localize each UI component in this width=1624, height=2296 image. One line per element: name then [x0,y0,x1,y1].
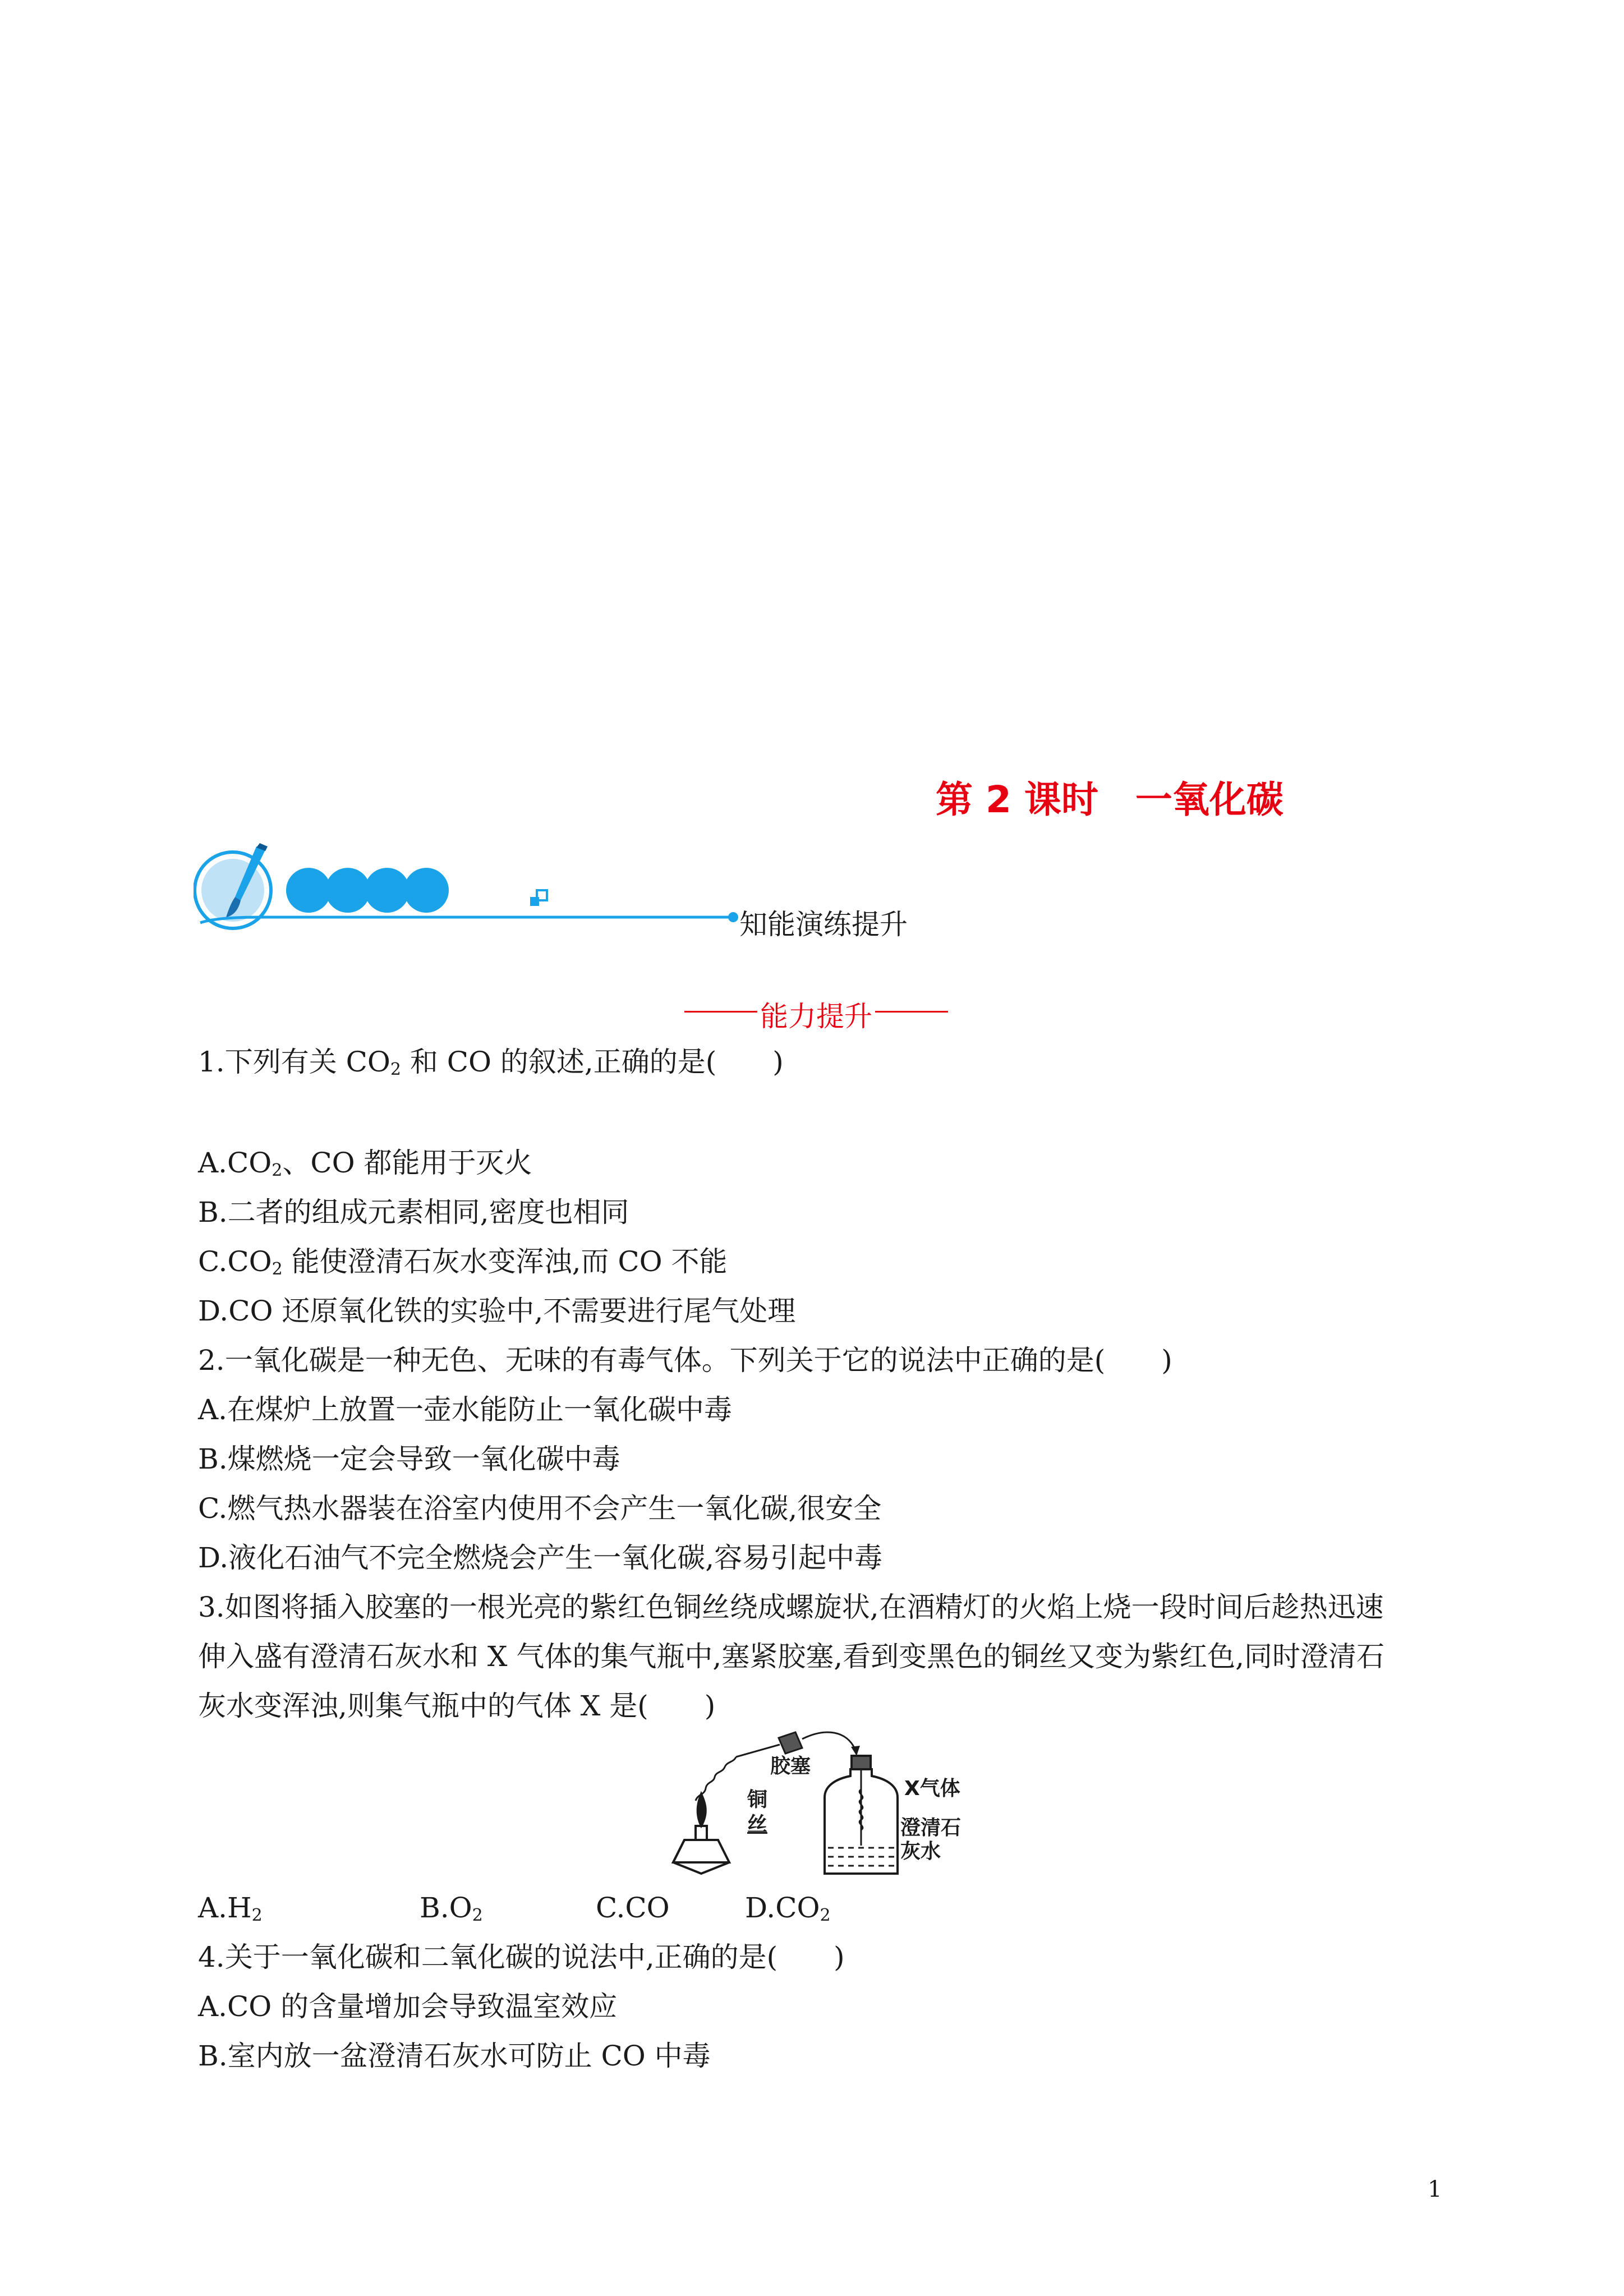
subsection-title: 能力提升 [760,1000,872,1033]
q1-option-c: $C.CO_2$ 能使澄清石灰水变浑浊,而 CO 不能 [198,1245,728,1279]
label-x-gas: X气体 [904,1777,960,1800]
page-number: 1 [1428,2177,1442,2202]
q1-option-d: D.CO 还原氧化铁的实验中,不需要进行尾气处理 [198,1295,796,1327]
q3-option-a: $A.H_2$ [198,1892,263,1925]
q2-option-c: C.燃气热水器装在浴室内使用不会产生一氧化碳,很安全 [198,1492,882,1525]
banner-dot [365,868,410,913]
label-stopper: 胶塞 [770,1755,811,1778]
page-title: 第 2 课时 一氧化碳 [936,778,1283,821]
q2-option-d: D.液化石油气不完全燃烧会产生一氧化碳,容易引起中毒 [198,1542,883,1574]
label-copper-2: 丝 [747,1813,768,1836]
alcohol-lamp-icon [673,1794,729,1874]
label-limewater-1: 澄清石 [900,1816,961,1839]
subsection-rule-left [684,1011,757,1013]
q3-stem-line3: 灰水变浑浊,则集气瓶中的气体 X 是( ) [198,1690,716,1722]
banner-square [530,897,539,906]
q2-option-b: B.煤燃烧一定会导致一氧化碳中毒 [198,1443,620,1475]
q4-option-a: A.CO 的含量增加会导致温室效应 [198,1990,618,2023]
banner-dot [286,868,331,913]
q1-option-b: B.二者的组成元素相同,密度也相同 [198,1196,629,1228]
subsection-heading [684,994,948,1033]
experiment-figure [662,1728,976,1887]
arrow-head-icon [851,1746,860,1756]
banner-label: 知能演练提升 [739,908,908,941]
banner-line-end [728,912,738,922]
q3-stem-line1: 3.如图将插入胶塞的一根光亮的紫红色铜丝绕成螺旋状,在酒精灯的火焰上烧一段时间后趁热迅速 [198,1591,1384,1623]
q3-option-b: $B.O_2$ [420,1892,483,1925]
q2-stem: 2.一氧化碳是一种无色、无味的有毒气体。下列关于它的说法中正确的是( ) [198,1344,1172,1377]
limewater-level [828,1848,894,1866]
q1-option-a: $A.CO_2$、CO 都能用于灭火 [198,1147,532,1180]
banner-line [200,917,732,923]
q3-stem-line2: 伸入盛有澄清石灰水和 X 气体的集气瓶中,塞紧胶塞,看到变黑色的铜丝又变为紫红色,同时澄清石 [198,1640,1385,1673]
q2-option-a: A.在煤炉上放置一壶水能防止一氧化碳中毒 [198,1393,733,1426]
banner-graphic [194,839,755,940]
subsection-rule-right [875,1011,948,1013]
q1-stem: 1.下列有关 $CO_2$ 和 CO 的叙述,正确的是( ) [198,1046,784,1079]
q4-stem: 4.关于一氧化碳和二氧化碳的说法中,正确的是( ) [198,1941,845,1973]
banner-dot [404,868,449,913]
section-banner [194,839,755,942]
q3-option-c: C.CO [596,1892,670,1924]
q3-option-d: $D.CO_2$ [745,1892,831,1925]
arrow-icon [802,1732,855,1750]
q4-option-b: B.室内放一盆澄清石灰水可防止 CO 中毒 [198,2040,711,2072]
banner-dot [325,868,370,913]
label-limewater-2: 灰水 [900,1840,941,1863]
label-copper-1: 铜 [747,1788,768,1811]
